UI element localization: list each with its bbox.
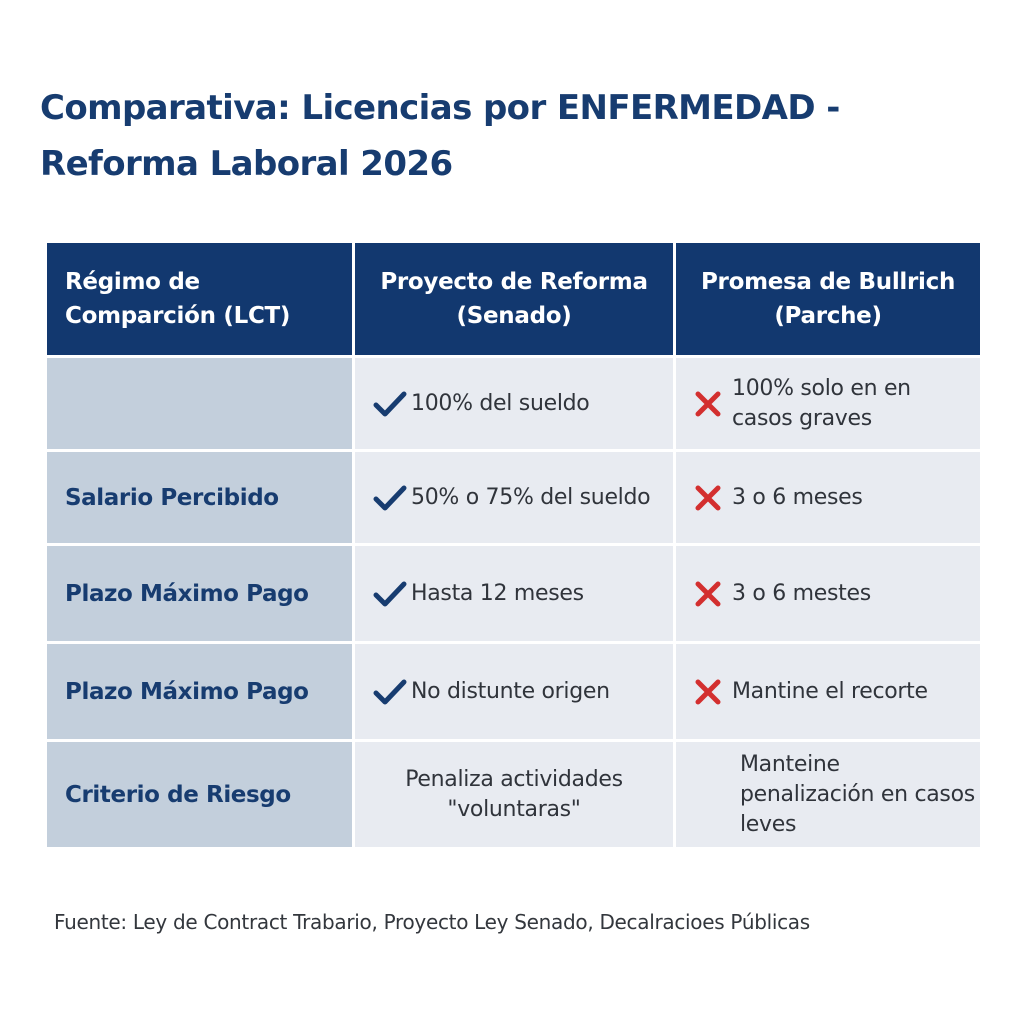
check-icon <box>373 483 411 513</box>
cross-icon <box>694 579 732 609</box>
page-title: Comparativa: Licencias por ENFERMEDAD - Reforma Laboral 2026 <box>40 88 840 184</box>
header-bullrich: Promesa de Bullrich (Parche) <box>675 242 982 357</box>
bullrich-cell <box>675 643 982 741</box>
row-label: Criterio de Riesgo <box>46 741 354 849</box>
bullrich-cell <box>675 357 982 451</box>
bullrich-text: 3 o 6 mestes <box>732 580 871 606</box>
bullrich-text: 100% solo en en casos graves <box>732 375 911 431</box>
check-icon <box>373 579 411 609</box>
table-row <box>46 643 982 741</box>
bullrich-cell <box>675 741 982 849</box>
row-label <box>46 357 354 451</box>
row-label: Plazo Máximo Pago <box>46 643 354 741</box>
header-reforma: Proyecto de Reforma (Senado) <box>354 242 675 357</box>
row-label: Plazo Máximo Pago <box>46 545 354 643</box>
check-icon <box>373 389 411 419</box>
reforma-text: No distunte origen <box>411 678 610 704</box>
table-row <box>46 741 982 849</box>
reforma-cell <box>354 741 675 849</box>
check-icon <box>373 677 411 707</box>
reforma-text: 100% del sueldo <box>411 390 590 416</box>
table-header-row <box>46 242 982 357</box>
reforma-text: 50% o 75% del sueldo <box>411 484 651 510</box>
row-label: Salario Percibido <box>46 451 354 545</box>
bullrich-text: Manteine penalización en casos leves <box>740 751 975 837</box>
cross-icon <box>694 483 732 513</box>
source-note: Fuente: Ley de Contract Trabario, Proyecto Ley Senado, Decalracioes Públicas <box>54 910 810 934</box>
bullrich-text: 3 o 6 meses <box>732 484 863 510</box>
reforma-text: Penaliza actividades "voluntaras" <box>405 766 623 822</box>
cross-icon <box>694 389 732 419</box>
bullrich-cell <box>675 545 982 643</box>
header-regimen: Régimo de Comparción (LCT) <box>46 242 354 357</box>
reforma-text: Hasta 12 meses <box>411 580 584 606</box>
reforma-cell <box>354 643 675 741</box>
table-row <box>46 451 982 545</box>
comparison-table <box>44 240 983 850</box>
reforma-cell <box>354 451 675 545</box>
reforma-cell <box>354 357 675 451</box>
bullrich-text: Mantine el recorte <box>732 678 928 704</box>
reforma-cell <box>354 545 675 643</box>
table-row <box>46 357 982 451</box>
table-row <box>46 545 982 643</box>
bullrich-cell <box>675 451 982 545</box>
cross-icon <box>694 677 732 707</box>
comparison-table-container <box>44 240 980 850</box>
